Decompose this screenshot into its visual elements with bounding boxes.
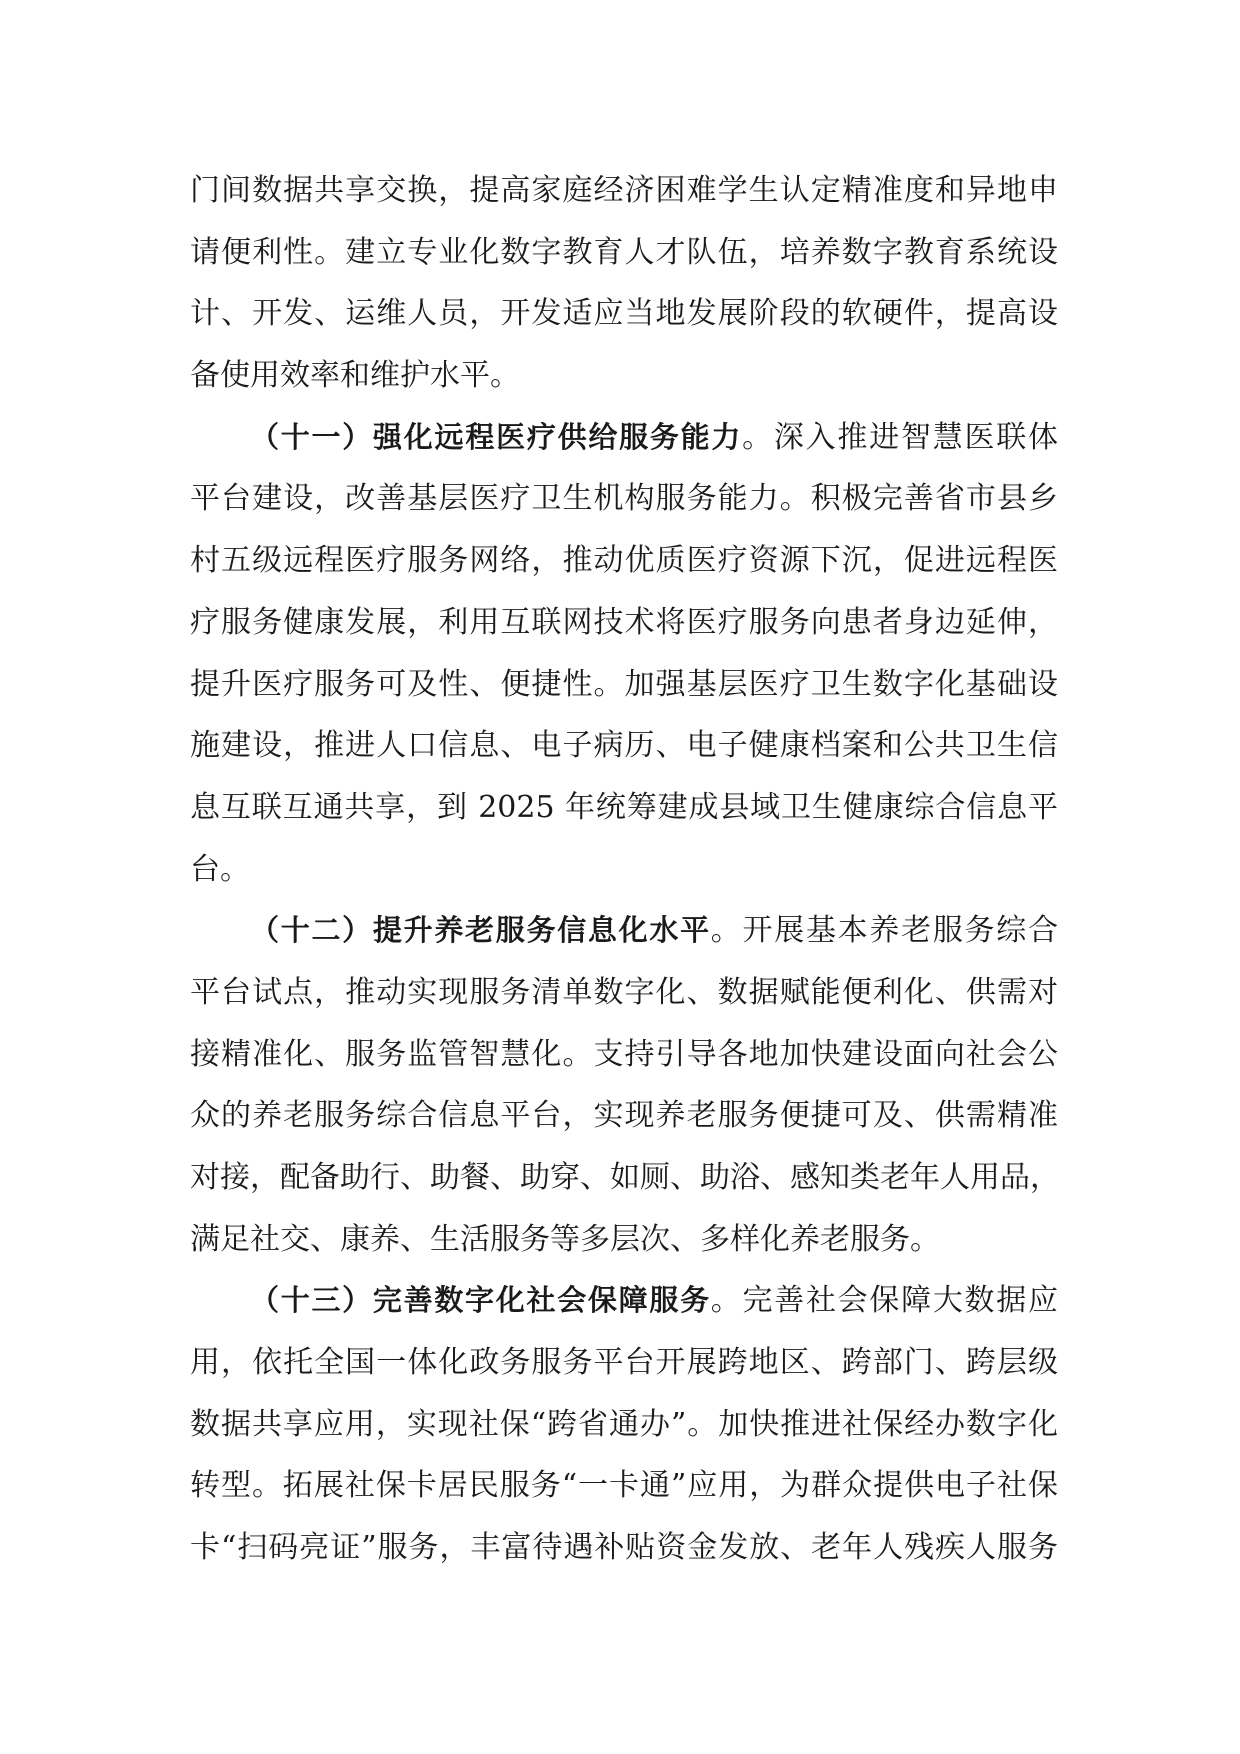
text-line: 卡“扫码亮证”服务，丰富待遇补贴资金发放、老年人残疾人服务 <box>190 1530 1058 1566</box>
text-line: 满足社交、康养、生活服务等多层次、多样化养老服务。 <box>190 1221 940 1257</box>
text-line: 平台试点，推动实现服务清单数字化、数据赋能便利化、供需对 <box>190 974 1058 1010</box>
text-line: 请便利性。建立专业化数字教育人才队伍，培养数字教育系统设 <box>190 234 1058 270</box>
text-line: 息互联互通共享，到 2025 年统筹建成县域卫生健康综合信息平 <box>190 789 1058 825</box>
paragraph-text: 。深入推进智慧医联体 <box>742 419 1058 455</box>
text-line: 平台建设，改善基层医疗卫生机构服务能力。积极完善省市县乡 <box>190 481 1058 517</box>
paragraph-first-line <box>190 1270 1058 1332</box>
section-heading: （十三）完善数字化社会保障服务 <box>250 1283 711 1318</box>
section-heading: （十二）提升养老服务信息化水平 <box>250 913 711 948</box>
paragraph-continuation <box>190 160 1058 407</box>
text-line: 疗服务健康发展，利用互联网技术将医疗服务向患者身边延伸， <box>190 604 1058 640</box>
text-line: 转型。拓展社保卡居民服务“一卡通”应用，为群众提供电子社保 <box>190 1468 1058 1504</box>
text-line: 村五级远程医疗服务网络，推动优质医疗资源下沉，促进远程医 <box>190 543 1058 579</box>
section-paragraph-11 <box>190 407 1058 901</box>
text-line: 众的养老服务综合信息平台，实现养老服务便捷可及、供需精准 <box>190 1098 1058 1134</box>
paragraph-first-line <box>190 900 1058 962</box>
text-line: 备使用效率和维护水平。 <box>190 358 520 394</box>
text-line: 接精准化、服务监管智慧化。支持引导各地加快建设面向社会公 <box>190 1036 1058 1072</box>
section-paragraph-13 <box>190 1270 1058 1578</box>
text-line: 台。 <box>190 851 250 887</box>
text-line: 数据共享应用，实现社保“跨省通办”。加快推进社保经办数字化 <box>190 1406 1058 1442</box>
text-line: 施建设，推进人口信息、电子病历、电子健康档案和公共卫生信 <box>190 728 1058 764</box>
text-line: 计、开发、运维人员，开发适应当地发展阶段的软硬件，提高设 <box>190 296 1058 332</box>
text-line: 提升医疗服务可及性、便捷性。加强基层医疗卫生数字化基础设 <box>190 666 1058 702</box>
text-line: 门间数据共享交换，提高家庭经济困难学生认定精准度和异地申 <box>190 173 1058 208</box>
paragraph-first-line <box>190 407 1058 469</box>
paragraph-text: 。完善社会保障大数据应 <box>710 1283 1058 1319</box>
paragraph-text: 。开展基本养老服务综合 <box>710 913 1058 949</box>
text-line: 用，依托全国一体化政务服务平台开展跨地区、跨部门、跨层级 <box>190 1345 1058 1381</box>
section-heading: （十一）强化远程医疗供给服务能力 <box>250 419 743 454</box>
text-line: 对接，配备助行、助餐、助穿、如厕、助浴、感知类老年人用品， <box>190 1160 1060 1195</box>
section-paragraph-12 <box>190 900 1058 1270</box>
document-body <box>190 160 1058 1579</box>
